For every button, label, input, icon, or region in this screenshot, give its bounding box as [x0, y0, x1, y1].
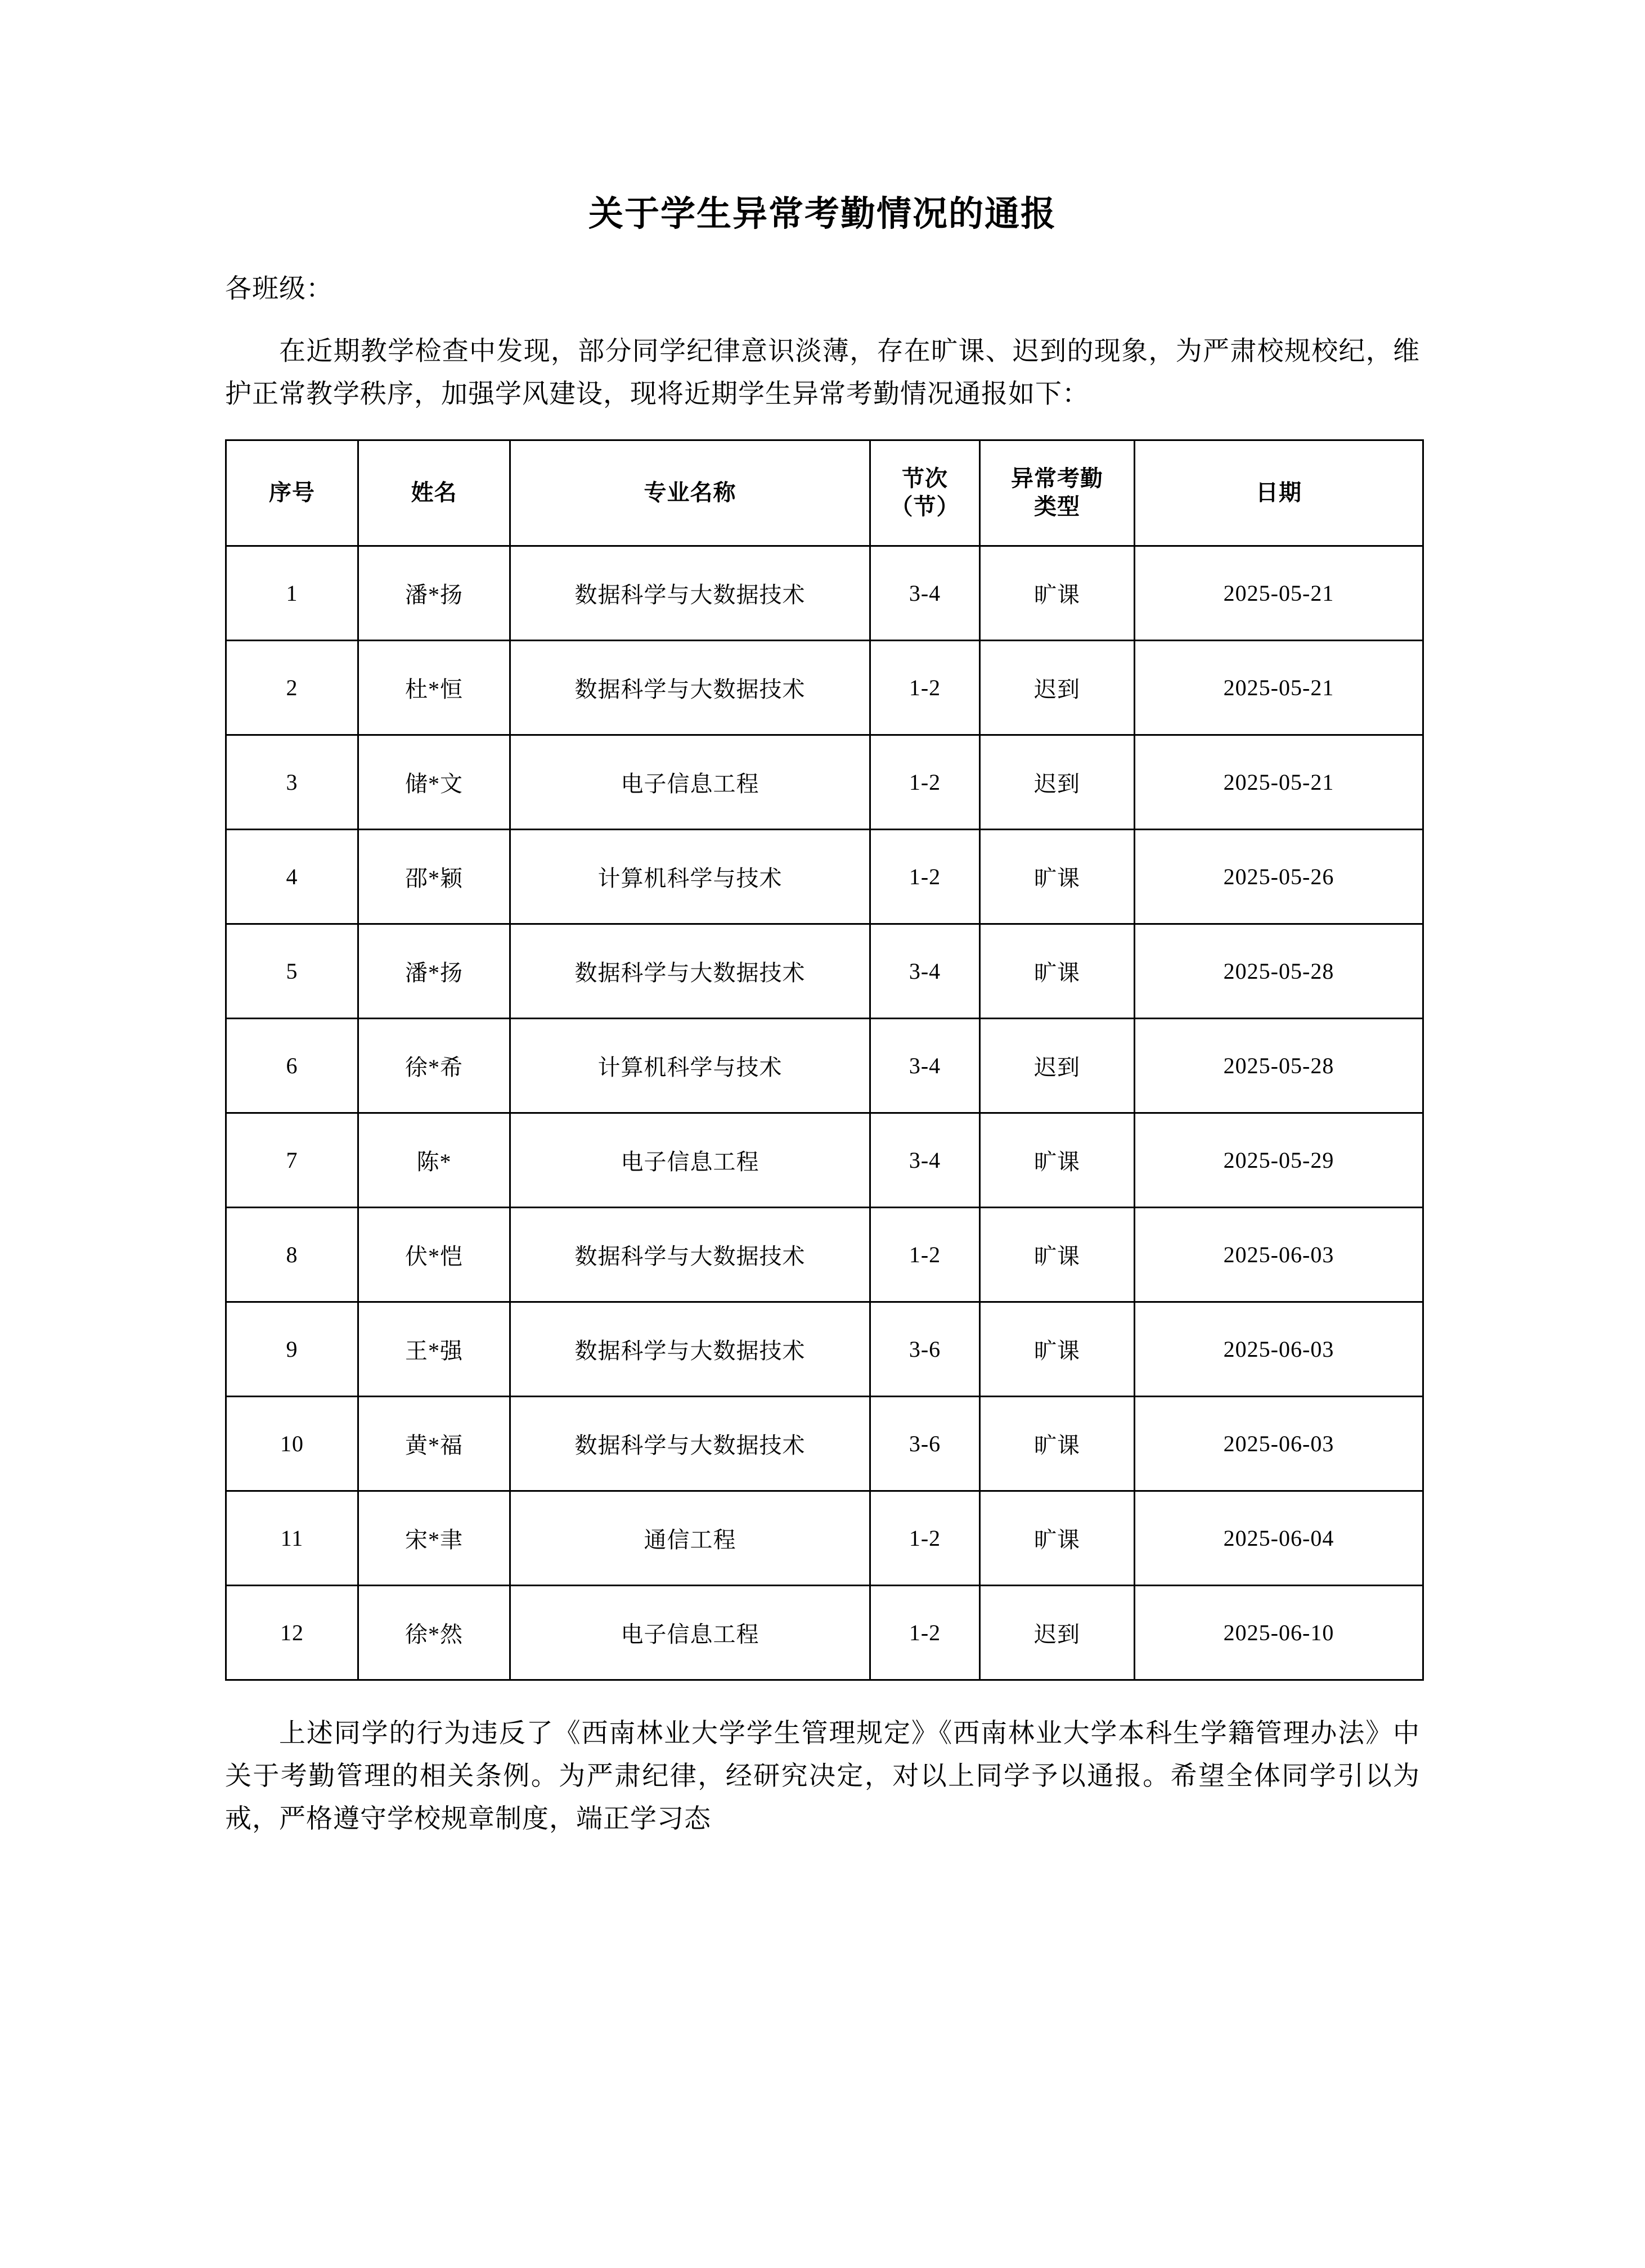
table-row — [226, 735, 1423, 829]
cell-major: 数据科学与大数据技术 — [510, 1396, 870, 1491]
cell-period: 3-4 — [870, 1113, 980, 1207]
cell-index: 7 — [226, 1113, 358, 1207]
cell-date: 2025-05-29 — [1135, 1113, 1423, 1207]
column-header-period-line1: 节次 — [902, 466, 948, 492]
cell-period: 1-2 — [870, 829, 980, 924]
column-header-type — [980, 440, 1135, 546]
cell-period: 3-4 — [870, 1018, 980, 1113]
cell-name: 潘*扬 — [358, 924, 510, 1018]
column-header-type-line1: 异常考勤 — [1011, 466, 1103, 492]
cell-date: 2025-06-04 — [1135, 1491, 1423, 1585]
intro-paragraph: 在近期教学检查中发现，部分同学纪律意识淡薄，存在旷课、迟到的现象，为严肃校规校纪，维护正常教学秩序，加强学风建设，现将近期学生异常考勤情况通报如下： — [225, 336, 1420, 409]
closing-paragraph: 上述同学的行为违反了《西南林业大学学生管理规定》《西南林业大学本科生学籍管理办法》中关于考勤管理的相关条例。为严肃纪律，经研究决定，对以上同学予以通报。希望全体同学引以为戒，严格遵守学校规章制度，端正学习态 — [225, 1718, 1420, 1834]
cell-name: 王*强 — [358, 1302, 510, 1396]
cell-date: 2025-06-03 — [1135, 1302, 1423, 1396]
cell-index: 5 — [226, 924, 358, 1018]
cell-major: 计算机科学与技术 — [510, 829, 870, 924]
cell-major: 数据科学与大数据技术 — [510, 1207, 870, 1302]
column-header-date: 日期 — [1135, 440, 1423, 546]
cell-date: 2025-05-21 — [1135, 640, 1423, 735]
cell-index: 2 — [226, 640, 358, 735]
column-header-type-line2: 类型 — [1034, 494, 1080, 520]
cell-index: 1 — [226, 546, 358, 640]
cell-index: 10 — [226, 1396, 358, 1491]
cell-type: 旷课 — [980, 829, 1135, 924]
cell-date: 2025-05-21 — [1135, 546, 1423, 640]
cell-major: 数据科学与大数据技术 — [510, 924, 870, 1018]
cell-type: 旷课 — [980, 1491, 1135, 1585]
cell-type: 旷课 — [980, 924, 1135, 1018]
table-row — [226, 1018, 1423, 1113]
cell-type: 迟到 — [980, 640, 1135, 735]
cell-major: 数据科学与大数据技术 — [510, 1302, 870, 1396]
cell-name: 储*文 — [358, 735, 510, 829]
cell-type: 旷课 — [980, 546, 1135, 640]
cell-date: 2025-06-03 — [1135, 1396, 1423, 1491]
cell-major: 数据科学与大数据技术 — [510, 640, 870, 735]
cell-date: 2025-05-28 — [1135, 924, 1423, 1018]
cell-name: 黄*福 — [358, 1396, 510, 1491]
table-body — [226, 546, 1423, 1680]
table-row — [226, 640, 1423, 735]
cell-index: 4 — [226, 829, 358, 924]
cell-major: 计算机科学与技术 — [510, 1018, 870, 1113]
cell-period: 3-4 — [870, 924, 980, 1018]
cell-period: 1-2 — [870, 1585, 980, 1680]
cell-date: 2025-05-26 — [1135, 829, 1423, 924]
closing-section — [225, 1712, 1420, 1840]
cell-type: 迟到 — [980, 1018, 1135, 1113]
cell-period: 3-6 — [870, 1302, 980, 1396]
cell-name: 徐*希 — [358, 1018, 510, 1113]
cell-index: 6 — [226, 1018, 358, 1113]
cell-major: 数据科学与大数据技术 — [510, 546, 870, 640]
cell-major: 通信工程 — [510, 1491, 870, 1585]
page-title: 关于学生异常考勤情况的通报 — [588, 195, 1057, 233]
cell-period: 1-2 — [870, 1491, 980, 1585]
table-header-row — [226, 440, 1423, 546]
cell-period: 1-2 — [870, 735, 980, 829]
cell-name: 伏*恺 — [358, 1207, 510, 1302]
attendance-table — [225, 439, 1424, 1681]
cell-index: 8 — [226, 1207, 358, 1302]
cell-index: 9 — [226, 1302, 358, 1396]
column-header-period-line2: （节） — [890, 494, 960, 520]
cell-type: 旷课 — [980, 1207, 1135, 1302]
table-row — [226, 1396, 1423, 1491]
table-row — [226, 924, 1423, 1018]
table-row — [226, 1113, 1423, 1207]
cell-type: 旷课 — [980, 1396, 1135, 1491]
cell-period: 1-2 — [870, 1207, 980, 1302]
cell-name: 杜*恒 — [358, 640, 510, 735]
cell-major: 电子信息工程 — [510, 1113, 870, 1207]
cell-major: 电子信息工程 — [510, 735, 870, 829]
cell-date: 2025-05-28 — [1135, 1018, 1423, 1113]
column-header-name: 姓名 — [358, 440, 510, 546]
column-header-period — [870, 440, 980, 546]
cell-type: 迟到 — [980, 735, 1135, 829]
cell-name: 潘*扬 — [358, 546, 510, 640]
table-row — [226, 1585, 1423, 1680]
cell-index: 3 — [226, 735, 358, 829]
column-header-major: 专业名称 — [510, 440, 870, 546]
cell-index: 11 — [226, 1491, 358, 1585]
salutation: 各班级： — [225, 274, 333, 304]
cell-name: 徐*然 — [358, 1585, 510, 1680]
table-row — [226, 1491, 1423, 1585]
cell-period: 3-6 — [870, 1396, 980, 1491]
cell-major: 电子信息工程 — [510, 1585, 870, 1680]
table-row — [226, 1302, 1423, 1396]
cell-index: 12 — [226, 1585, 358, 1680]
table-row — [226, 829, 1423, 924]
cell-date: 2025-05-21 — [1135, 735, 1423, 829]
table-row — [226, 1207, 1423, 1302]
cell-date: 2025-06-03 — [1135, 1207, 1423, 1302]
cell-name: 陈* — [358, 1113, 510, 1207]
cell-name: 宋*聿 — [358, 1491, 510, 1585]
cell-period: 1-2 — [870, 640, 980, 735]
cell-type: 迟到 — [980, 1585, 1135, 1680]
column-header-index: 序号 — [226, 440, 358, 546]
cell-period: 3-4 — [870, 546, 980, 640]
cell-name: 邵*颖 — [358, 829, 510, 924]
cell-type: 旷课 — [980, 1302, 1135, 1396]
cell-type: 旷课 — [980, 1113, 1135, 1207]
table-row — [226, 546, 1423, 640]
cell-date: 2025-06-10 — [1135, 1585, 1423, 1680]
